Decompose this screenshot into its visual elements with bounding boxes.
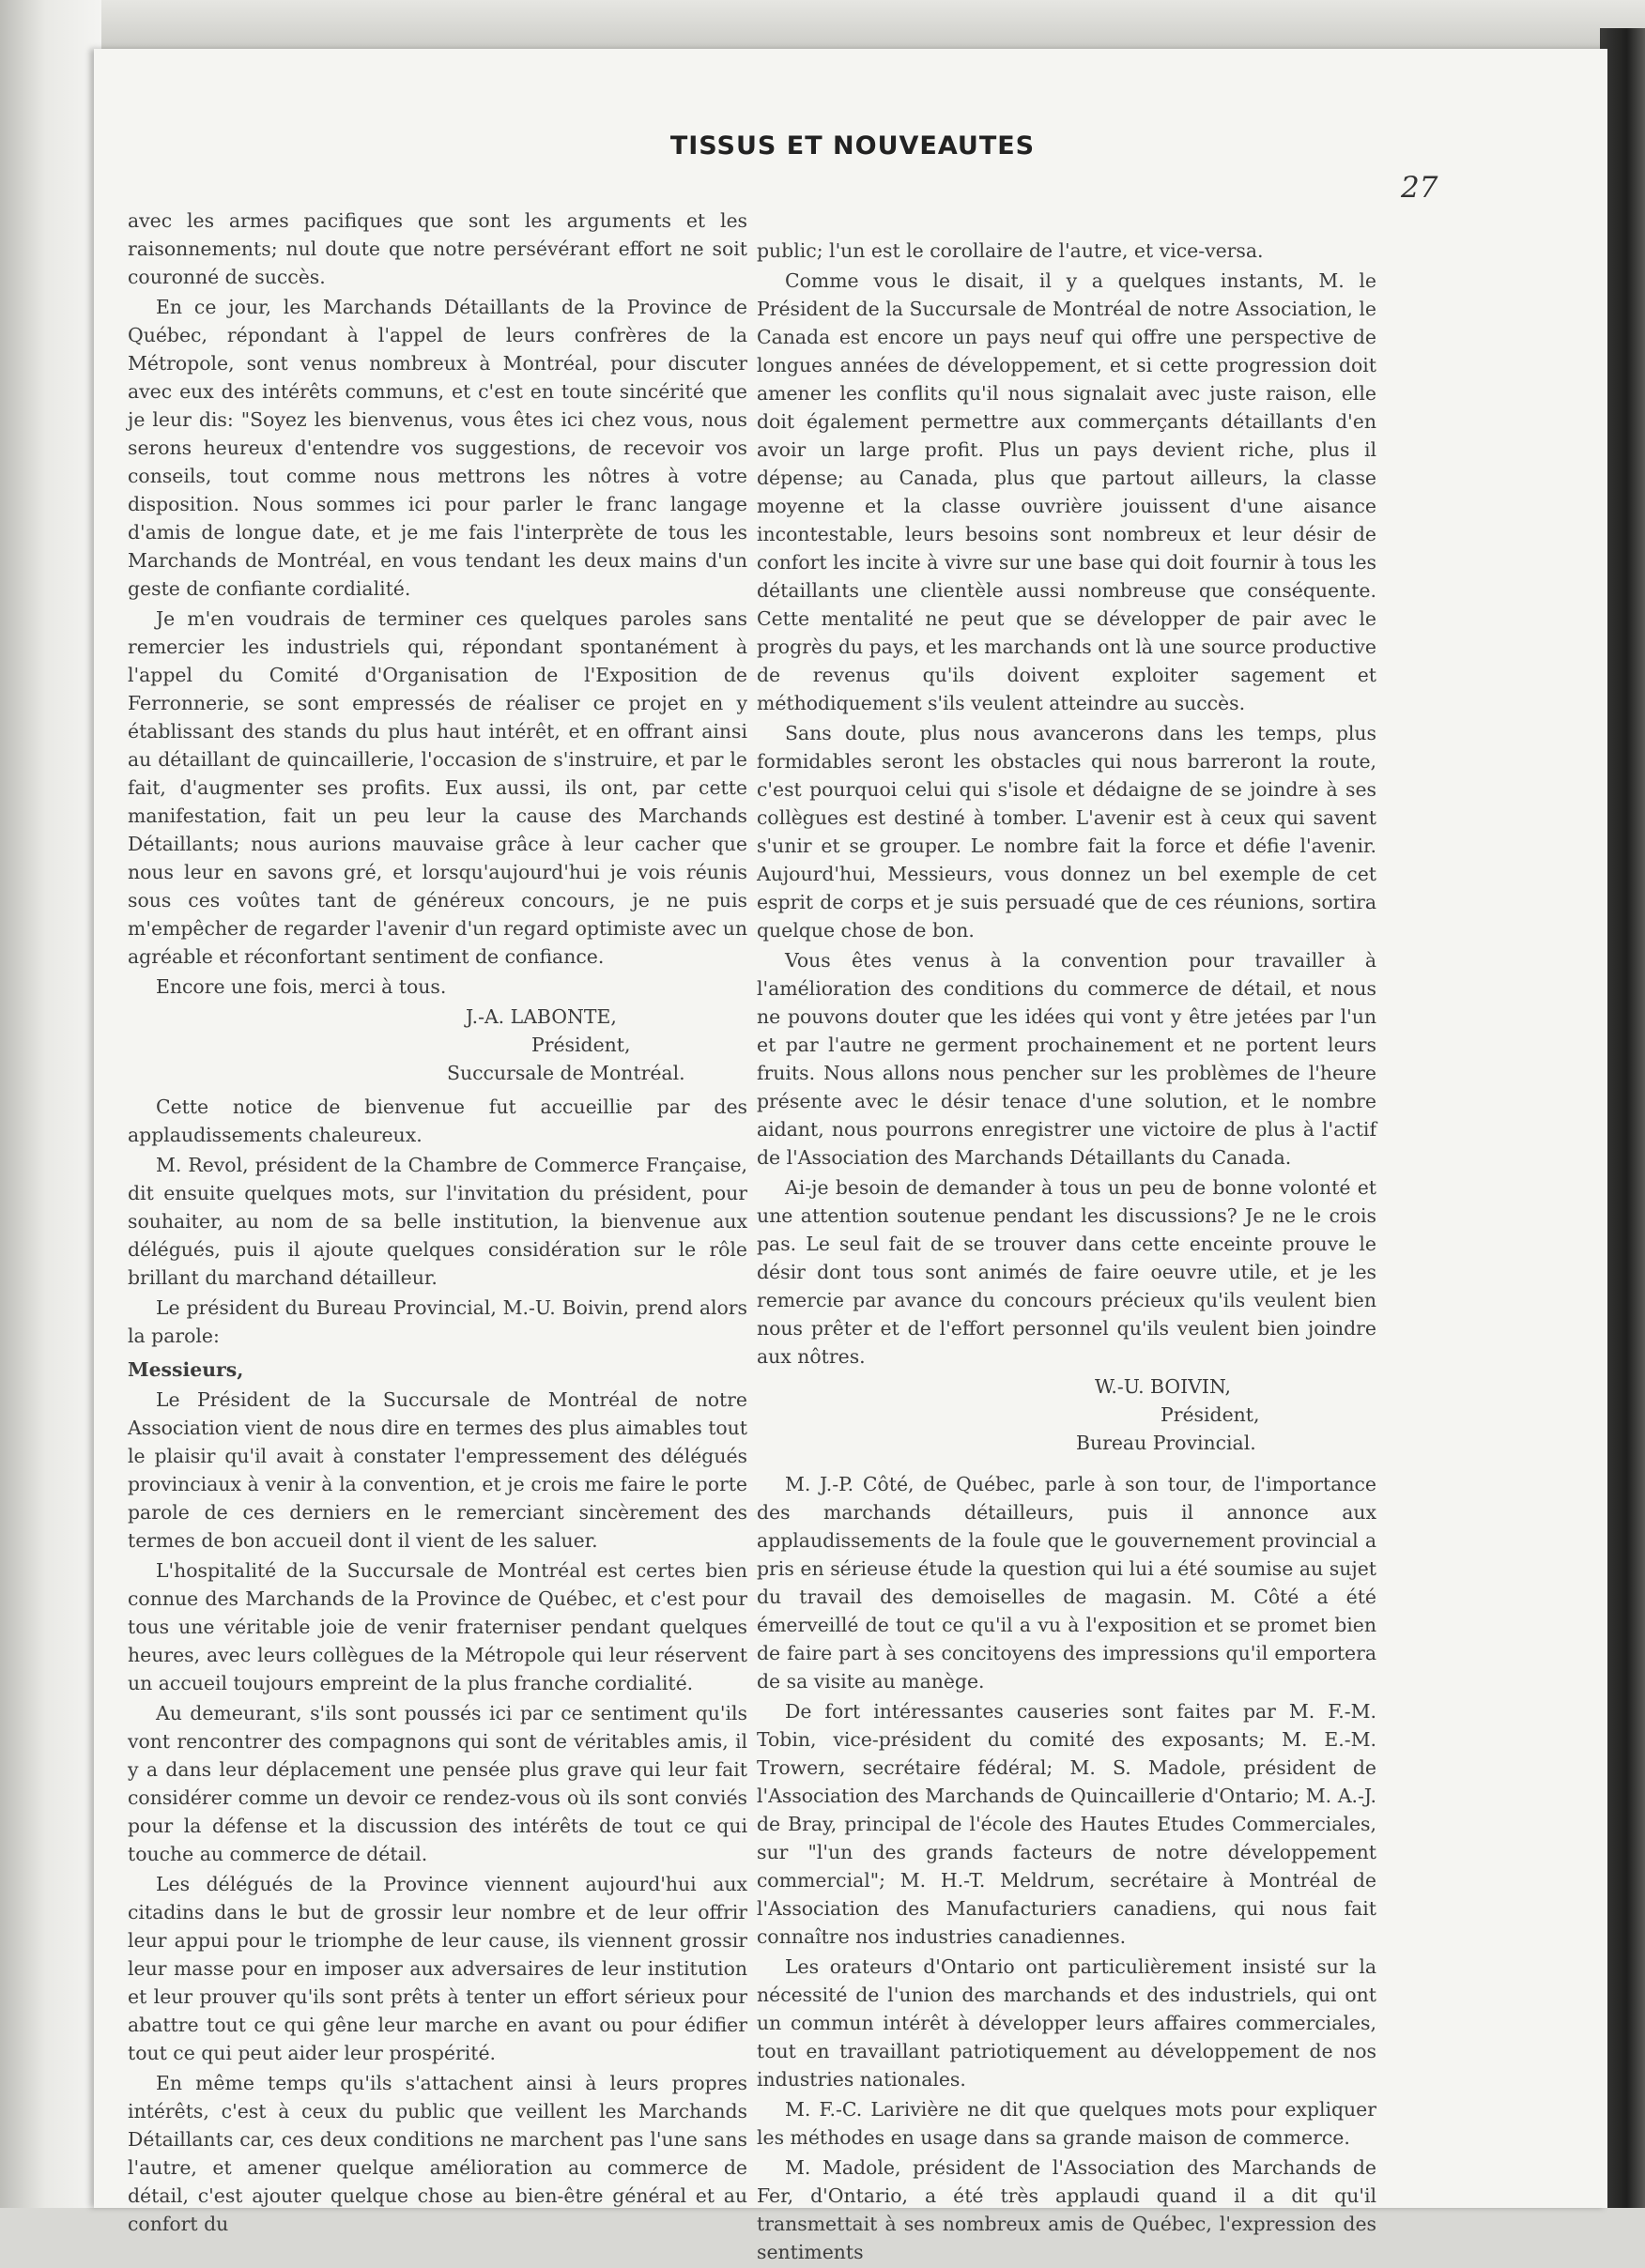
paragraph: M. Revol, président de la Chambre de Commerce Française, dit ensuite quelques mots, sur l'invitation du président, pour souhaiter, au nom de sa belle institution, la bienvenue aux délégués, puis il ajoute quelques considération sur le rôle brillant du marchand détailleur. [128, 1154, 747, 1289]
paragraph: De fort intéressantes causeries sont faites par M. F.-M. Tobin, vice-président du comité des exposants; M. E.-M. Trowern, secrétaire fédéral; M. S. Madole, président de l'Association des Marchands de Quincaillerie d'Ontario; M. A.-J. de Bray, principal de l'école des Hautes Etudes Commerciales, sur "l'un des grands facteurs de notre développement commercial"; M. H.-T. Meldrum, secrétaire à Montréal de l'Association des Manufacturiers canadiens, qui nous fait connaître nos industries canadiennes. [757, 1700, 1376, 1948]
signature-title: Président, [531, 1034, 631, 1056]
signature-unit: Bureau Provincial. [1076, 1432, 1256, 1454]
paragraph: Le président du Bureau Provincial, M.-U. Boivin, prend alors la parole: [128, 1296, 747, 1347]
paragraph: Cette notice de bienvenue fut accueillie par des applaudissements chaleureux. [128, 1096, 747, 1146]
spacer [757, 1463, 1376, 1470]
paragraph: Encore une fois, merci à tous. [156, 975, 447, 998]
paragraph: Sans doute, plus nous avancerons dans les temps, plus formidables seront les obstacles qui nous barreront la route, c'est pourquoi celui qui s'isole et dédaigne de se joindre à ses collègues est destiné à tomber. L'avenir est à ceux qui savent s'unir et se grouper. Le nombre fait la force et défie l'avenir. Aujourd'hui, Messieurs, vous donnez un bel exemple de cet esprit de corps et je suis persuadé que de ces réunions, sortira quelque chose de bon. [757, 722, 1376, 942]
signature-labonte [128, 1003, 747, 1087]
paragraph: Les délégués de la Province viennent aujourd'hui aux citadins dans le but de grossir leur nombre et de leur offrir leur appui pour le triomphe de leur cause, ils viennent grossir leur masse pour en imposer aux adversaires de leur institution et leur prouver qu'ils sont prêts à tenter un effort sérieux pour abattre tout ce qui gêne leur marche en avant ou pour édifier tout ce qui peut aider leur prospérité. [128, 1873, 747, 2064]
page-number: 27 [1401, 171, 1438, 205]
paragraph: Comme vous le disait, il y a quelques instants, M. le Président de la Succursale de Montréal de notre Association, le Canada est encore un pays neuf qui offre une perspective de longues années de développement, et si cette progression doit amener les conflits qu'il nous signalait avec juste raison, elle doit également permettre aux commerçants détaillants d'en avoir un large profit. Plus un pays devient riche, plus il dépense; au Canada, plus que partout ailleurs, la classe moyenne et la classe ouvrière jouissent d'une aisance incontestable, leurs besoins sont nombreux et leur désir de confort les incite à vivre sur une base qui doit fournir à tous les détaillants une clientèle aussi nombreuse que conséquente. Cette mentalité ne peut que se développer de pair avec le progrès du pays, et les marchands ont là une source productive de revenus qu'ils doivent exploiter sagement et méthodiquement s'ils veulent atteindre au succès. [757, 269, 1376, 714]
paragraph: M. Madole, président de l'Association des Marchands de Fer, d'Ontario, a été très applaudi quand il a dit qu'il transmettait à ses nombreux amis de Québec, l'expression des sentiments [757, 2156, 1376, 2263]
book-binding-top [0, 0, 1645, 56]
paragraph: public; l'un est le corollaire de l'autre, et vice-versa. [757, 239, 1264, 262]
signature-name: J.-A. LABONTE, [466, 1005, 617, 1028]
paragraph: M. J.-P. Côté, de Québec, parle à son tour, de l'importance des marchands détailleurs, puis il annonce aux applaudissements de la foule que le gouvernement provincial a pris en sérieuse étude la question qui lui a été soumise au sujet du travail des demoiselles de magasin. M. Côté a été émerveillé de tout ce qu'il a vu à l'exposition et se promet bien de faire part à ses concitoyens des impressions qu'il emportera de sa visite au manège. [757, 1473, 1376, 1693]
paragraph: avec les armes pacifiques que sont les arguments et les raisonnements; nul doute que notre persévérant effort ne soit couronné de succès. [128, 209, 747, 288]
signature-boivin [757, 1372, 1376, 1457]
running-title: TISSUS ET NOUVEAUTES [669, 131, 1036, 161]
book-gutter [0, 0, 101, 2208]
right-column [757, 237, 1376, 2268]
signature-title: Président, [1161, 1403, 1260, 1426]
paragraph: En ce jour, les Marchands Détaillants de la Province de Québec, répondant à l'appel de leurs confrères de la Métropole, sont venus nombreux à Montréal, pour discuter avec eux des intérêts communs, et c'est en toute sincérité que je leur dis: "Soyez les bienvenus, vous êtes ici chez vous, nous serons heureux d'entendre vos suggestions, de recevoir vos conseils, tout comme nous mettrons les nôtres à votre disposition. Nous sommes ici pour parler le franc langage d'amis de longue date, et je me fais l'interprète de tous les Marchands de Montréal, en vous tendant les deux mains d'un geste de confiante cordialité. [128, 296, 747, 600]
paragraph: L'hospitalité de la Succursale de Montréal est certes bien connue des Marchands de la Province de Québec, et c'est pour tous une véritable joie de venir fraterniser pendant quelques heures, avec leurs collègues de la Métropole qui leur réservent un accueil toujours empreint de la plus franche cordialité. [128, 1559, 747, 1694]
paragraph: Vous êtes venus à la convention pour travailler à l'amélioration des conditions du commerce de détail, et nous ne pouvons douter que les idées qui vont y être jetées par l'un et par l'autre ne germent prochainement et ne portent leurs fruits. Nous allons nous pencher sur les problèmes de l'heure présente avec le désir tenace d'une solution, et le nombre aidant, nous pourrons enregistrer une victoire de plus à l'actif de l'Association des Marchands Détaillants du Canada. [757, 949, 1376, 1169]
paragraph: En même temps qu'ils s'attachent ainsi à leurs propres intérêts, c'est à ceux du public que veillent les Marchands Détaillants car, ces deux conditions ne marchent pas l'une sans l'autre, et amener quelque amélioration au commerce de détail, c'est ajouter quelque chose au bien-être général et au confort du [128, 2072, 747, 2235]
paragraph: Je m'en voudrais de terminer ces quelques paroles sans remercier les industriels qui, répondant spontanément à l'appel du Comité d'Organisation de l'Exposition de Ferronnerie, se sont empressés de réaliser ce projet en y établissant des stands du plus haut intérêt, et en offrant ainsi au détaillant de quincaillerie, l'occasion de s'instruire, et par le fait, d'augmenter ses profits. Eux aussi, ils ont, par cette manifestation, fait un peu leur la cause des Marchands Détaillants; nous aurions mauvaise grâce à leur cacher que nous leur en savons gré, et lorsqu'aujourd'hui je vois réunis sous ces voûtes tant de généreux concours, je ne puis m'empêcher de regarder l'avenir d'un regard optimiste avec un agréable et réconfortant sentiment de confiance. [128, 607, 747, 968]
left-column [128, 207, 747, 2240]
salutation: Messieurs, [128, 1358, 244, 1381]
paragraph: M. F.-C. Larivière ne dit que quelques mots pour expliquer les méthodes en usage dans sa grande maison de commerce. [757, 2098, 1376, 2149]
paragraph: Les orateurs d'Ontario ont particulièrement insisté sur la nécessité de l'union des marchands et des industriels, qui ont un commun intérêt à développer leurs affaires commerciales, tout en travaillant patriotiquement au développement de nos industries nationales. [757, 1955, 1376, 2091]
signature-name: W.-U. BOIVIN, [1095, 1375, 1231, 1398]
paragraph: Ai-je besoin de demander à tous un peu de bonne volonté et une attention soutenue pendant les discussions? Je ne le crois pas. Le seul fait de se trouver dans cette enceinte prouve le désir dont tous sont animés de faire oeuvre utile, et je les remercie par avance du concours précieux qu'ils veulent bien nous prêter et de l'effort personnel qu'ils veulent bien joindre aux nôtres. [757, 1176, 1376, 1368]
paragraph: Au demeurant, s'ils sont poussés ici par ce sentiment qu'ils vont rencontrer des compagnons qui sont de véritables amis, il y a dans leur déplacement une pensée plus grave qui leur fait considérer comme un devoir ce rendez-vous où ils sont conviés pour la défense et la discussion des intérêts de tout ce qui touche au commerce de détail. [128, 1702, 747, 1865]
paragraph: Le Président de la Succursale de Montréal de notre Association vient de nous dire en termes des plus aimables tout le plaisir qu'il avait à constater l'empressement des délégués provinciaux à venir à la convention, et je crois me faire le porte parole de ces derniers en le remerciant sincèrement des termes de bon accueil dont il vient de les saluer. [128, 1388, 747, 1552]
signature-unit: Succursale de Montréal. [447, 1062, 685, 1084]
